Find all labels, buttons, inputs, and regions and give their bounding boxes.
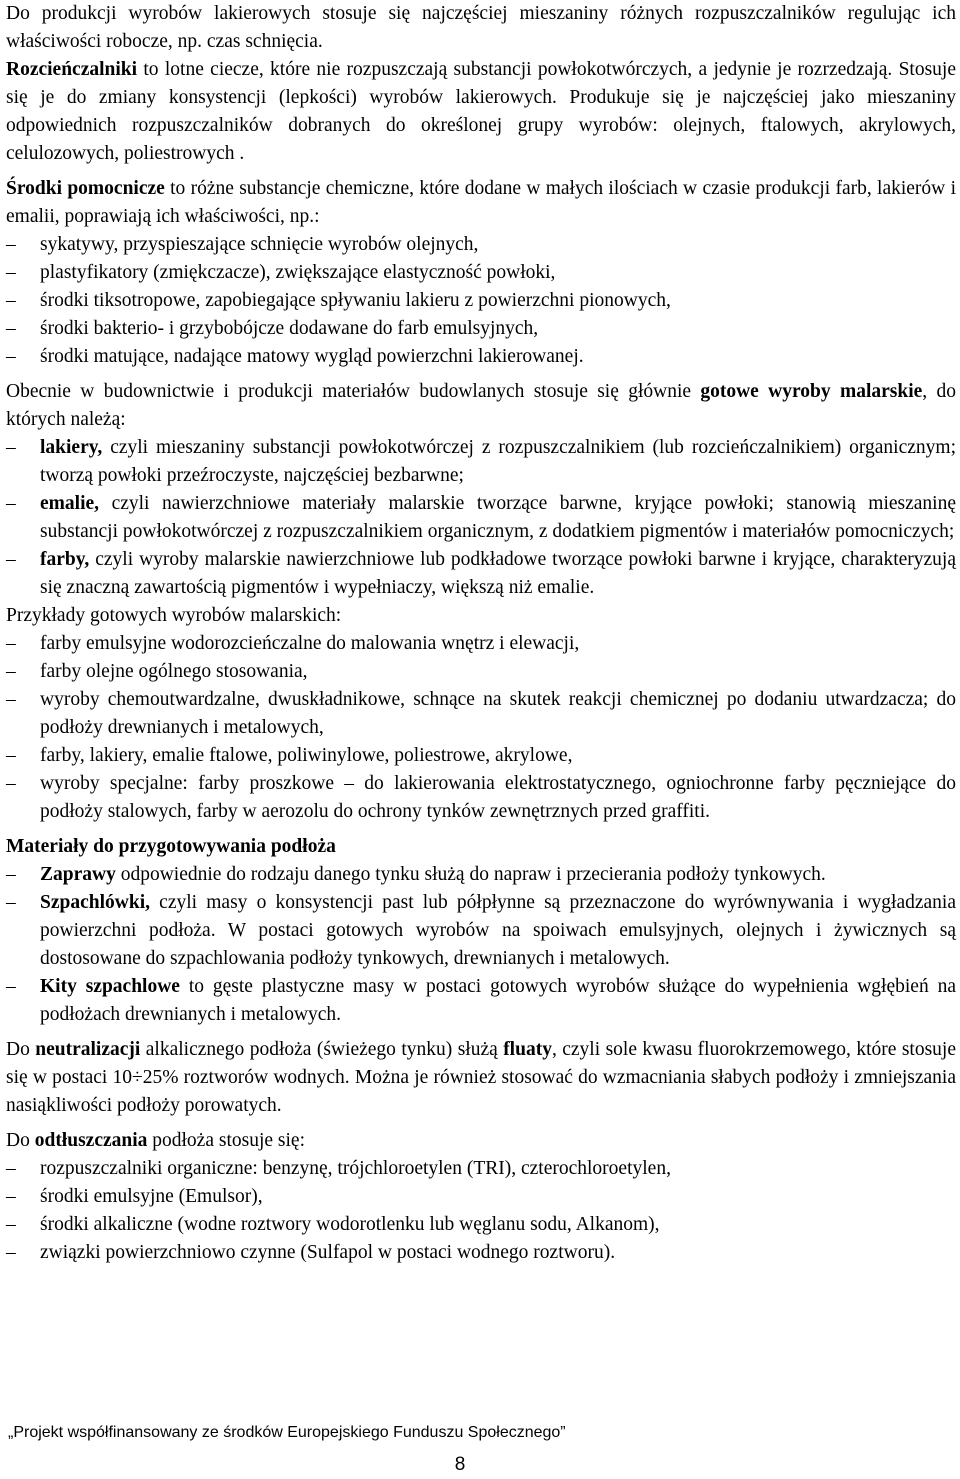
list-item-text: czyli mieszaniny substancji powłokotwórczej z rozpuszczalnikiem (lub rozcieńczalnikiem) organicznym; tworzą powłoki przeźroczyste, najczęściej bezbarwne; <box>40 437 956 486</box>
list-item: – środki emulsyjne (Emulsor), <box>6 1183 956 1211</box>
term-fluaty: fluaty <box>503 1039 552 1060</box>
list-item: – farby emulsyjne wodorozcieńczalne do malowania wnętrz i elewacji, <box>6 630 956 658</box>
list-item <box>6 861 956 889</box>
term-thinners: Rozcieńczalniki <box>6 59 138 80</box>
list-item-text: czyli wyroby malarskie nawierzchniowe lub podkładowe tworzące powłoki barwne i kryjące, charakteryzują się znaczną zawartością pigmentów i wypełniaczy, większą niż emalie. <box>40 549 956 598</box>
section-heading: Materiały do przygotowywania podłoża <box>6 836 336 857</box>
paragraph-degreasing <box>6 1127 956 1155</box>
paragraph-auxiliaries <box>6 175 956 231</box>
list-item-term: Zaprawy <box>40 864 116 885</box>
list-item-text: czyli masy o konsystencji past lub półpłynne są przeznaczone do wyrównywania i wygładzania powierzchni podłoża. W postaci gotowych wyrobów na spoiwach emulsyjnych, olejnych i żywicznych są dostosowane do szpachlowania podłoży tynkowych, drewnianych i metalowych. <box>40 892 956 969</box>
list-item: – środki alkaliczne (wodne roztwory wodorotlenku lub węglanu sodu, Alkanom), <box>6 1211 956 1239</box>
paragraph-ready-products <box>6 378 956 434</box>
term-ready-products: gotowe wyroby malarskie <box>700 381 923 402</box>
list-item-text: czyli nawierzchniowe materiały malarskie tworzące barwne, kryjące powłoki; stanowią mieszaninę substancji powłokotwórczej z rozpuszczalnikiem organicznym, z dodatkiem pigmentów i materiałów pomocniczych; <box>40 493 956 542</box>
degreasing-text-a: Do <box>6 1130 35 1151</box>
neutralization-text-c: , czyli sole kwasu fluorokrzemowego, które stosuje się w postaci 10÷25% roztworów wodnych. Można je również stosować do wzmacniania słabych podłoży i zmniejszania nasiąkliwości podłoży porowatych. <box>6 1039 956 1116</box>
auxiliaries-list <box>6 231 956 371</box>
auxiliaries-text: to różne substancje chemiczne, które dodane w małych ilościach w czasie produkcji farb, lakierów i emalii, poprawiają ich właściwości, np.: <box>6 178 956 227</box>
list-item-term: Kity szpachlowe <box>40 976 180 997</box>
page-number: 8 <box>454 1454 466 1475</box>
list-item: – wyroby specjalne: farby proszkowe – do lakierowania elektrostatycznego, ogniochronne farby pęczniejące do podłoży stalowych, farby w aerozolu do ochrony tynków zewnętrznych przed graffiti. <box>6 770 956 826</box>
term-neutralization: neutralizacji <box>35 1039 141 1060</box>
list-item <box>6 490 956 546</box>
thinners-text: to lotne ciecze, które nie rozpuszczają substancji powłokotwórczych, a jedynie je rozrzedzają. Stosuje się je do zmiany konsystencji (lepkości) wyrobów lakierowych. Produkuje się je najczęściej jako mieszaniny odpowiednich rozpuszczalników dobranych do określonej grupy wyrobów: olejnych, ftalowych, akrylowych, celulozowych, poliestrowych . <box>6 59 956 164</box>
list-item: – plastyfikatory (zmiękczacze), zwiększające elastyczność powłoki, <box>6 259 956 287</box>
footer-note: „Projekt współfinansowany ze środków Europejskiego Funduszu Społecznego” <box>8 1424 566 1441</box>
list-item <box>6 973 956 1029</box>
term-degreasing: odtłuszczania <box>34 1130 148 1151</box>
preparation-list <box>6 861 956 1029</box>
list-item-term: emalie, <box>40 493 100 514</box>
list-item: – związki powierzchniowo czynne (Sulfapol w postaci wodnego roztworu). <box>6 1239 956 1267</box>
paragraph-neutralization <box>6 1036 956 1120</box>
list-item-term: farby, <box>40 549 90 570</box>
list-item: – środki matujące, nadające matowy wygląd powierzchni lakierowanej. <box>6 343 956 371</box>
list-item-term: Szpachlówki, <box>40 892 150 913</box>
list-item <box>6 546 956 602</box>
list-item: – sykatywy, przyspieszające schnięcie wyrobów olejnych, <box>6 231 956 259</box>
paragraph-examples-intro: Przykłady gotowych wyrobów malarskich: <box>6 605 342 626</box>
list-item: – wyroby chemoutwardzalne, dwuskładnikowe, schnące na skutek reakcji chemicznej po dodaniu utwardzacza; do podłoży drewnianych i metalowych, <box>6 686 956 742</box>
list-item <box>6 889 956 973</box>
list-item: – środki tiksotropowe, zapobiegające spływaniu lakieru z powierzchni pionowych, <box>6 287 956 315</box>
paragraph-thinners <box>6 56 956 168</box>
degreasing-text-b: podłoża stosuje się: <box>147 1130 305 1151</box>
list-item <box>6 434 956 490</box>
paragraph-solvent-mixtures: Do produkcji wyrobów lakierowych stosuje się najczęściej mieszaniny różnych rozpuszczalników regulując ich właściwości robocze, np. czas schnięcia. <box>6 3 956 52</box>
term-auxiliaries: Środki pomocnicze <box>6 178 165 199</box>
neutralization-text-b: alkalicznego podłoża (świeżego tynku) służą <box>140 1039 504 1060</box>
list-item: – środki bakterio- i grzybobójcze dodawane do farb emulsyjnych, <box>6 315 956 343</box>
degreasing-list <box>6 1155 956 1267</box>
list-item: – farby, lakiery, emalie ftalowe, poliwinylowe, poliestrowe, akrylowe, <box>6 742 956 770</box>
ready-products-tail: , do których należą: <box>6 381 956 430</box>
neutralization-text-a: Do <box>6 1039 36 1060</box>
list-item-text: to gęste plastyczne masy w postaci gotowych wyrobów służące do wypełnienia wgłębień na podłożach drewnianych i metalowych. <box>40 976 956 1025</box>
ready-products-list <box>6 434 956 602</box>
examples-list <box>6 630 956 826</box>
list-item-term: lakiery, <box>40 437 103 458</box>
list-item-text: odpowiednie do rodzaju danego tynku służą do napraw i przecierania podłoży tynkowych. <box>115 864 826 885</box>
list-item: – rozpuszczalniki organiczne: benzynę, trójchloroetylen (TRI), czterochloroetylen, <box>6 1155 956 1183</box>
list-item: – farby olejne ogólnego stosowania, <box>6 658 956 686</box>
ready-products-intro: Obecnie w budownictwie i produkcji materiałów budowlanych stosuje się głównie <box>6 381 701 402</box>
